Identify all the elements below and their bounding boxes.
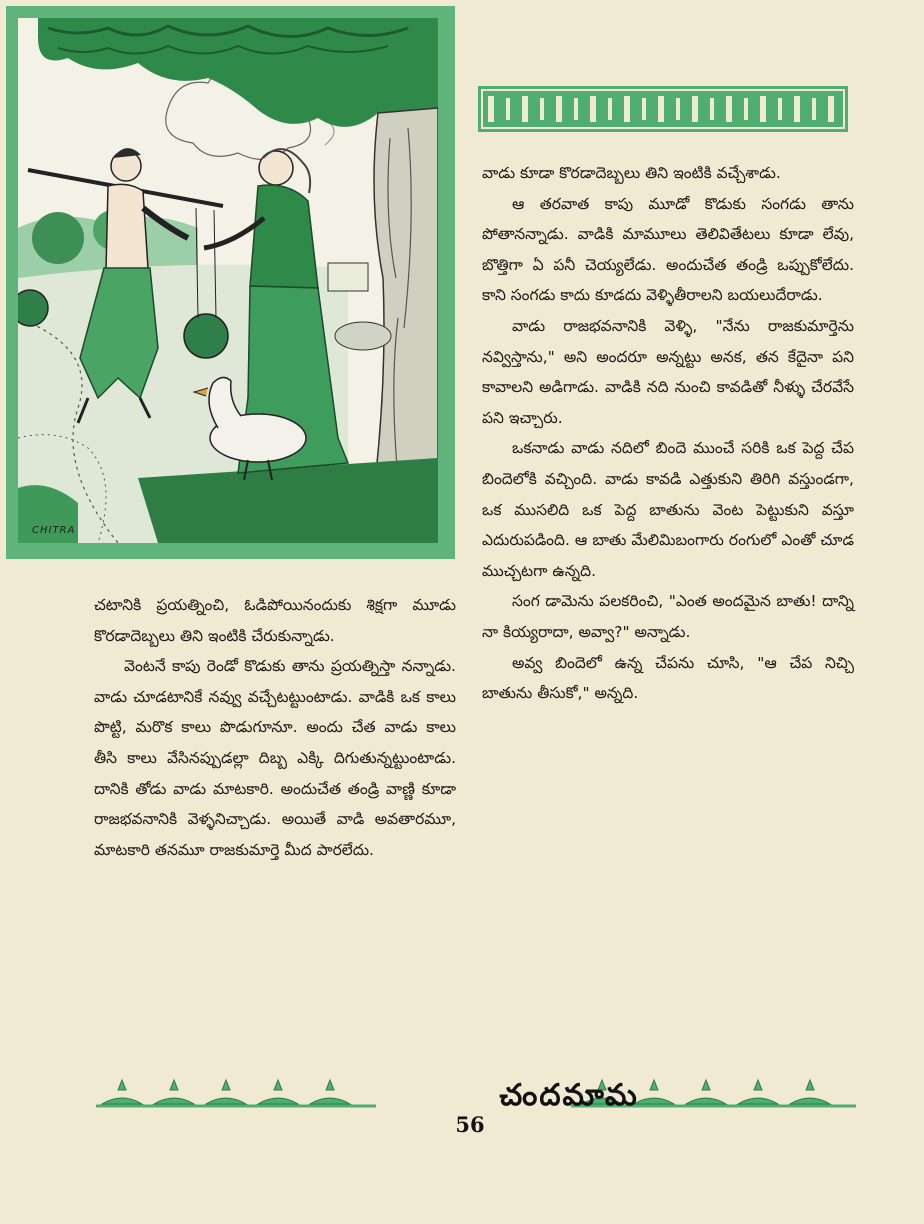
artist-signature: CHITRA <box>32 525 76 536</box>
paragraph: వెంటనే కాపు రెండో కొడుకు తాను ప్రయత్నిస్తా నన్నాడు. వాడు చూడటానికే నవ్వు వచ్చేటట్టుంటాడు. వాడికి ఒక కాలు పొట్టి, మరొక కాలు పొడుగూనూ. అందు చేత వాడు కాలు తీసి కాలు వేసినప్పుడల్లా దిబ్బ ఎక్కి దిగుతున్నట్టుంటాడు. దానికి తోడు వాడు మాటకారి. అందుచేత తండ్రి వాణ్ణి కూడా రాజభవనానికి వెళ్ళనిచ్చాడు. అయితే వాడి అవతారమూ, మాటకారి తనమూ రాజకుమార్తె మీద పారలేదు. <box>94 657 456 859</box>
paragraph: వాడు కూడా కొరడాదెబ్బలు తిని ఇంటికి వచ్చేశాడు. <box>482 164 781 182</box>
left-text-column <box>94 590 456 865</box>
paragraph: వాడు రాజభవనానికి వెళ్ళి, "నేను రాజకుమార్తెను నవ్విస్తాను," అని అందరూ అన్నట్టు అనక, తన కేదైనా పని కావాలని అడిగాడు. వాడికి నది నుంచి కావడితో నీళ్ళు చేరవేసే పని ఇచ్చారు. <box>482 316 854 427</box>
paragraph: అవ్వ బిందెలో ఉన్న చేపను చూసి, "ఆ చేప నిచ్చి బాతును తీసుకో," అన్నది. <box>482 653 854 703</box>
magazine-title: చందమామ <box>499 1078 639 1113</box>
paragraph: ఒకనాడు వాడు నదిలో బిందె ముంచే సరికి ఒక పెద్ద చేప బిందెలోకి వచ్చింది. వాడు కావడి ఎత్తుకుని తిరిగి వస్తుండగా, ఒక ముసలిది ఒక పెద్ద బాతును వెంట పెట్టుకుని వస్తూ ఎదురుపడింది. ఆ బాతు మేలిమిబంగారు రంగులో ఎంతో చూడ ముచ్చటగా ఉన్నది. <box>482 439 854 580</box>
header-border-ornament-icon <box>478 86 848 132</box>
right-text-column <box>482 158 854 709</box>
paragraph: సంగ డామెను పలకరించి, "ఎంత అందమైన బాతు! దాన్ని నా కియ్యరాదా, అవ్వా?" అన్నాడు. <box>482 592 854 641</box>
story-illustration <box>18 18 438 543</box>
page-number: 56 <box>455 1112 485 1137</box>
paragraph: ఆ తరవాత కాపు మూడో కొడుకు సంగడు తాను పోతానన్నాడు. వాడికి మామూలు తెలివితేటలు కూడా లేవు, బొత్తిగా ఏ పనీ చెయ్యలేడు. అందుచేత తండ్రి ఒప్పుకోలేదు. కాని సంగడు కాదు కూడదు వెళ్ళితీరాలని బయలుదేరాడు. <box>482 194 854 305</box>
paragraph: చటానికి ప్రయత్నించి, ఓడిపోయినందుకు శిక్షగా మూడు కొరడాదెబ్బలు తిని ఇంటికి చేరుకున్నాడు. <box>94 596 456 645</box>
illustration-frame <box>6 6 455 559</box>
